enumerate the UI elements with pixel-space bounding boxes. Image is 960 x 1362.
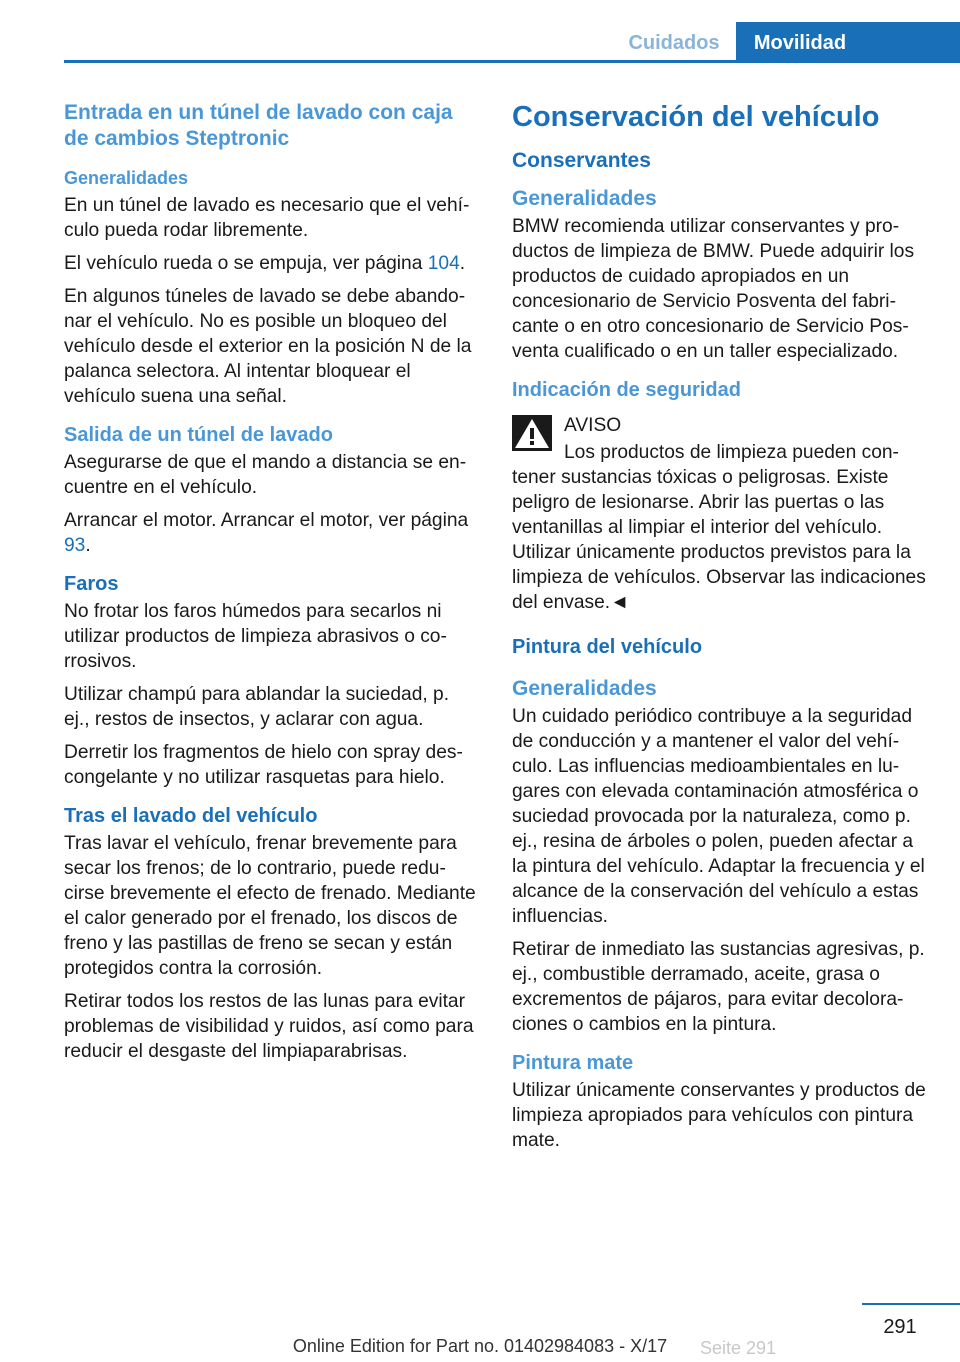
heading-faros: Faros xyxy=(64,573,119,595)
right-column xyxy=(512,100,932,1161)
heading-tras-lavado: Tras el lavado del vehículo xyxy=(64,805,318,827)
page-number-rule xyxy=(862,1303,960,1305)
paragraph: En algunos túneles de lavado se debe abandonar el vehículo. No es posible un bloqueo del vehículo desde el exterior en la posición N de la palanca selectora. Al intentar bloquear el vehículo suena una señal. xyxy=(64,286,472,407)
paragraph: Un cuidado periódico contribuye a la seguridad de conducción y a mantener el valor del vehículo. Las influencias medioambientales en lugares con elevada contaminación atmosférica o suciedad provocada por la naturaleza, como p. ej., resina de árboles o polen, pueden afectar a la pintura del vehículo. Adaptar la frecuencia y el alcance de la conservación del vehículo a estas influencias. xyxy=(512,706,925,927)
paragraph-page-ref xyxy=(64,251,478,276)
paragraph: Retirar todos los restos de las lunas para evitar problemas de visibilidad y ruidos, así como para reducir el desgaste del limpiaparabrisas. xyxy=(64,991,474,1062)
text: . xyxy=(85,535,91,556)
text: El vehículo rueda o se empuja, ver página xyxy=(64,253,428,274)
paragraph: Utilizar únicamente conservantes y productos de limpieza apropiados para vehículos con pintura mate. xyxy=(512,1080,926,1151)
page-number: 291 xyxy=(883,1316,917,1338)
paragraph: Tras lavar el vehículo, frenar brevemente para secar los frenos; de lo contrario, puede reducirse brevemente el efecto de frenado. Mediante el calor generado por el frenado, los discos de freno y las pastillas de freno se secan y están protegidos contra la corrosión. xyxy=(64,833,476,979)
paragraph: Asegurarse de que el mando a distancia se encuentre en el vehículo. xyxy=(64,452,467,498)
warning-label: AVISO xyxy=(564,415,622,436)
heading-generalidades-pintura: Generalidades xyxy=(512,677,657,700)
watermark: Seite 291 xyxy=(700,1338,777,1358)
warning-icon xyxy=(512,415,552,451)
page-title: Conservación del vehículo xyxy=(512,101,880,133)
paragraph: En un túnel de lavado es necesario que el vehículo pueda rodar libremente. xyxy=(64,195,470,241)
heading-conservantes: Conservantes xyxy=(512,149,651,172)
text: . xyxy=(459,253,466,274)
paragraph: Derretir los fragmentos de hielo con spray descongelante y no utilizar rasquetas para hielo. xyxy=(64,742,463,788)
page-link-93[interactable]: 93 xyxy=(64,535,86,556)
page-link-104[interactable]: 104 xyxy=(427,253,460,274)
paragraph: No frotar los faros húmedos para secarlos ni utilizar productos de limpieza abrasivos o corrosivos. xyxy=(64,601,447,672)
paragraph: Retirar de inmediato las sustancias agresivas, p. ej., combustible derramado, aceite, grasa o excrementos de pájaros, para evitar decoloraciones o cambios en la pintura. xyxy=(512,939,925,1035)
tab-cuidados[interactable]: Cuidados xyxy=(628,32,720,54)
heading-seguridad: Indicación de seguridad xyxy=(512,379,741,401)
heading-salida: Salida de un túnel de lavado xyxy=(64,424,333,446)
paragraph: BMW recomienda utilizar conservantes y productos de limpieza de BMW. Puede adquirir los productos de cuidado apropiados en un concesionario de Servicio Posventa del fabricante o en otro concesionario de Servicio Posventa cualificado o en un taller especializado. xyxy=(512,216,915,362)
warning-text: Los productos de limpieza pueden contener sustancias tóxicas o peligrosas. Existe peligro de lesionarse. Abrir las puertas o las ventanillas al limpiar el interior del vehículo. Utilizar únicamente productos previstos para la limpieza de vehículos. Observar las indicaciones del envase.◄ xyxy=(512,442,926,613)
section-title-entrada: Entrada en un túnel de lavado con caja de cambios Steptronic xyxy=(64,101,453,150)
paragraph: Utilizar champú para ablandar la suciedad, p. ej., restos de insectos, y aclarar con agua. xyxy=(64,684,450,730)
heading-pintura-mate: Pintura mate xyxy=(512,1052,634,1074)
heading-generalidades: Generalidades xyxy=(512,187,657,210)
heading-generalidades: Generalidades xyxy=(64,168,189,188)
heading-pintura: Pintura del vehículo xyxy=(512,636,703,658)
left-column xyxy=(64,100,478,1072)
footer-edition: Online Edition for Part no. 01402984083 - X/17 xyxy=(292,1336,668,1356)
tab-movilidad[interactable] xyxy=(736,22,960,62)
text: Arrancar el motor. Arrancar el motor, ver página xyxy=(64,510,469,531)
warning-block xyxy=(512,413,932,615)
paragraph-page-ref xyxy=(64,508,478,558)
tab-movilidad-label: Movilidad xyxy=(753,32,847,54)
